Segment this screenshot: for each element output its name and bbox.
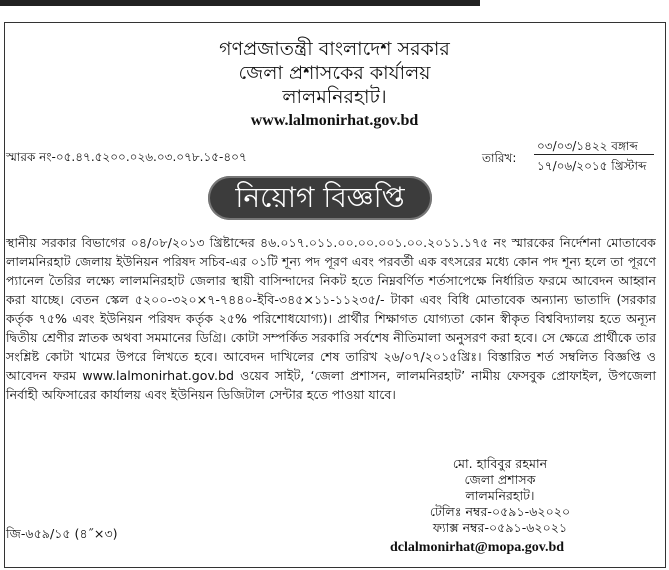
signature-block [400, 456, 600, 536]
email-address[interactable]: dclalmonirhat@mopa.gov.bd [390, 540, 565, 555]
fax-number: ফ্যাক্স নম্বর-০৫৯১-৬২০২১ [432, 520, 568, 535]
notice-title: নিয়োগ বিজ্ঞপ্তি [208, 176, 432, 220]
top-band [0, 0, 480, 6]
office-title: জেলা প্রশাসকের কার্যালয় [238, 62, 431, 84]
signatory-designation: জেলা প্রশাসক [464, 472, 536, 487]
district-title: লালমনিরহাট। [282, 86, 387, 108]
footer-code: জি-৬৫৯/১৫ (৪˝×৩) [6, 526, 118, 541]
signatory-name: মো. হাবিবুর রহমান [452, 456, 548, 471]
govt-title: গণপ্রজাতন্ত্রী বাংলাদেশ সরকার [219, 38, 450, 60]
notice-body: স্থানীয় সরকার বিভাগের ০৪/০৮/২০১৩ খ্রিষ্টাব্দের ৪৬.০১৭.০১১.০০.০০.০০১.০০.২০১১.১৭৫ নং স্মারকের নির্দেশনা মোতাবেক লালমনিরহাট জেলায় ইউনিয়ন পরিষদ সচিব-এর ০১টি শূন্য পদ পূরণ এবং পরবর্তী এক বৎসরের মধ্যে কোন পদ শূন্য হলে তা পূরণে প্যানেল তৈরির লক্ষ্যে লালমনিরহাট জেলার স্থায়ী বাসিন্দাদের নিকট হতে নিম্নবর্ণিত শর্তসাপেক্ষে নির্ধারিত ফরমে আবেদন আহ্বান করা যাচ্ছে। বেতন স্কেল ৫২০০-৩২০×৭-৭৪৪০-ইবি-৩৪৫×১১-১১২৩৫/- টাকা এবং বিধি মোতাবেক অন্যান্য ভাতাদি (সরকার কর্তৃক ৭৫% এবং ইউনিয়ন পরিষদ কর্তৃক ২৫% পরিশোধযোগ্য)। প্রার্থীর শিক্ষাগত যোগ্যতা কোন স্বীকৃত বিশ্ববিদ্যালয় হতে অন্যূন দ্বিতীয় শ্রেণীর স্নাতক অথবা সমমানের ডিগ্রি। কোটা সম্পর্কিত সরকারি সর্বশেষ নীতিমালা অনুসরণ করা হবে। সে ক্ষেত্রে প্রার্থীকে তার সংশ্লিষ্ট কোটা খামের উপরে লিখতে হবে। আবেদন দাখিলের শেষ তারিখ ২৬/০৭/২০১৫খ্রিঃ। বিস্তারিত শর্ত সম্বলিত বিজ্ঞপ্তি ও আবেদন ফরম www.lalmonirhat.gov.bd ওয়েব সাইট, ‘জেলা প্রশাসন, লালমনিরহাট’ নামীয় ফেসবুক প্রোফাইল, উপজেলা নির্বাহী অফিসারের কার্যালয় এবং ইউনিয়ন ডিজিটাল সেন্টার হতে পাওয়া যাবে। [6, 235, 656, 402]
website-link[interactable]: www.lalmonirhat.gov.bd [250, 112, 419, 129]
date-english: ১৭/০৬/২০১৫ খ্রিস্টাব্দ [537, 159, 647, 173]
signatory-district: লালমনিরহাট। [465, 488, 535, 503]
phone-number: টেলিঃ নম্বর-০৫৯১-৬২০২০ [429, 504, 571, 519]
date-bangla: ০৩/০৩/১৪২২ বঙ্গাব্দ [537, 139, 638, 153]
date-divider [534, 154, 654, 155]
top-bar [0, 0, 669, 20]
reference-number: স্মারক নং-০৫.৪৭.৫২০০.০২৬.০৩.০৭৮.১৫-৪০৭ [6, 150, 247, 164]
date-label: তারিখ: [482, 151, 517, 165]
